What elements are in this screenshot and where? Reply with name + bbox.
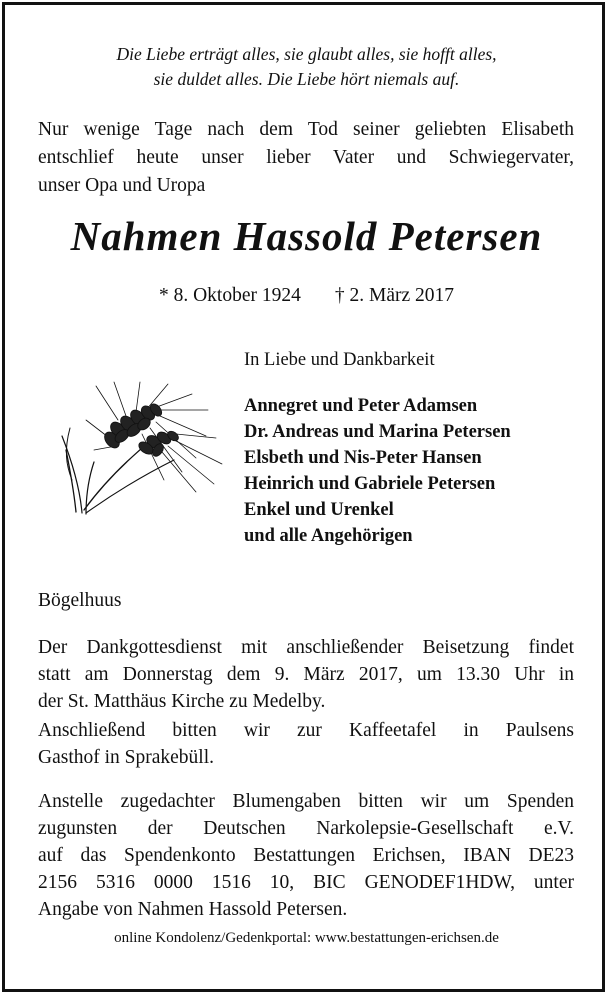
- donations-line-3: auf das Spendenkonto Bestattungen Erichsen, IBAN DE23: [38, 845, 574, 866]
- donations-line-5: Angabe von Nahmen Hassold Petersen.: [38, 899, 348, 920]
- mourner-entry: Elsbeth und Nis-Peter Hansen: [244, 448, 482, 468]
- life-dates: [0, 285, 613, 307]
- donations-paragraph: [38, 788, 574, 923]
- mourners-heading: In Liebe und Dankbarkeit: [244, 350, 435, 370]
- mourner-entry: Heinrich und Gabriele Petersen: [244, 474, 496, 494]
- birth-date: * 8. Oktober 1924: [158, 285, 301, 306]
- condolence-portal-link[interactable]: online Kondolenz/Gedenkportal: www.bestattungen-erichsen.de: [114, 930, 499, 946]
- intro-line-1: Nur wenige Tage nach dem Tod seiner geliebten Elisabeth: [38, 119, 574, 140]
- intro-line-2: entschlief heute unser lieber Vater und Schwiegervater,: [38, 147, 574, 168]
- deceased-name: Nahmen Hassold Petersen: [70, 213, 543, 259]
- wheat-ears-icon: [56, 380, 224, 515]
- death-date: † 2. März 2017: [334, 285, 455, 306]
- bible-quote-line-2: sie duldet alles. Die Liebe hört niemals auf.: [153, 69, 460, 89]
- intro-text: [38, 116, 574, 200]
- donations-line-4: 2156 5316 0000 1516 10, BIC GENODEF1HDW, unter: [38, 872, 574, 893]
- mourners-list: [244, 393, 511, 549]
- donations-line-2: zugunsten der Deutschen Narkolepsie-Gesellschaft e.V.: [38, 818, 574, 839]
- mourner-entry: Dr. Andreas und Marina Petersen: [244, 422, 511, 442]
- service-line-1: Der Dankgottesdienst mit anschließender Beisetzung findet: [38, 637, 574, 658]
- service-line-2: statt am Donnerstag dem 9. März 2017, um 13.30 Uhr in: [38, 664, 574, 685]
- mourner-entry: Annegret und Peter Adamsen: [244, 396, 478, 416]
- service-paragraph: [38, 634, 574, 715]
- service-line-3: der St. Matthäus Kirche zu Medelby.: [38, 691, 326, 712]
- coffee-paragraph: [38, 717, 574, 771]
- mourner-entry: und alle Angehörigen: [244, 526, 413, 546]
- bible-quote: [0, 42, 613, 92]
- donations-line-1: Anstelle zugedachter Blumengaben bitten wir um Spenden: [38, 791, 574, 812]
- bible-quote-line-1: Die Liebe erträgt alles, sie glaubt alles, sie hofft alles,: [116, 44, 497, 64]
- place-name: Bögelhuus: [38, 590, 122, 611]
- coffee-line-2: Gasthof in Sprakebüll.: [38, 747, 215, 768]
- coffee-line-1: Anschließend bitten wir zur Kaffeetafel in Paulsens: [38, 720, 574, 741]
- intro-line-3: unser Opa und Uropa: [38, 175, 206, 196]
- mourner-entry: Enkel und Urenkel: [244, 500, 394, 520]
